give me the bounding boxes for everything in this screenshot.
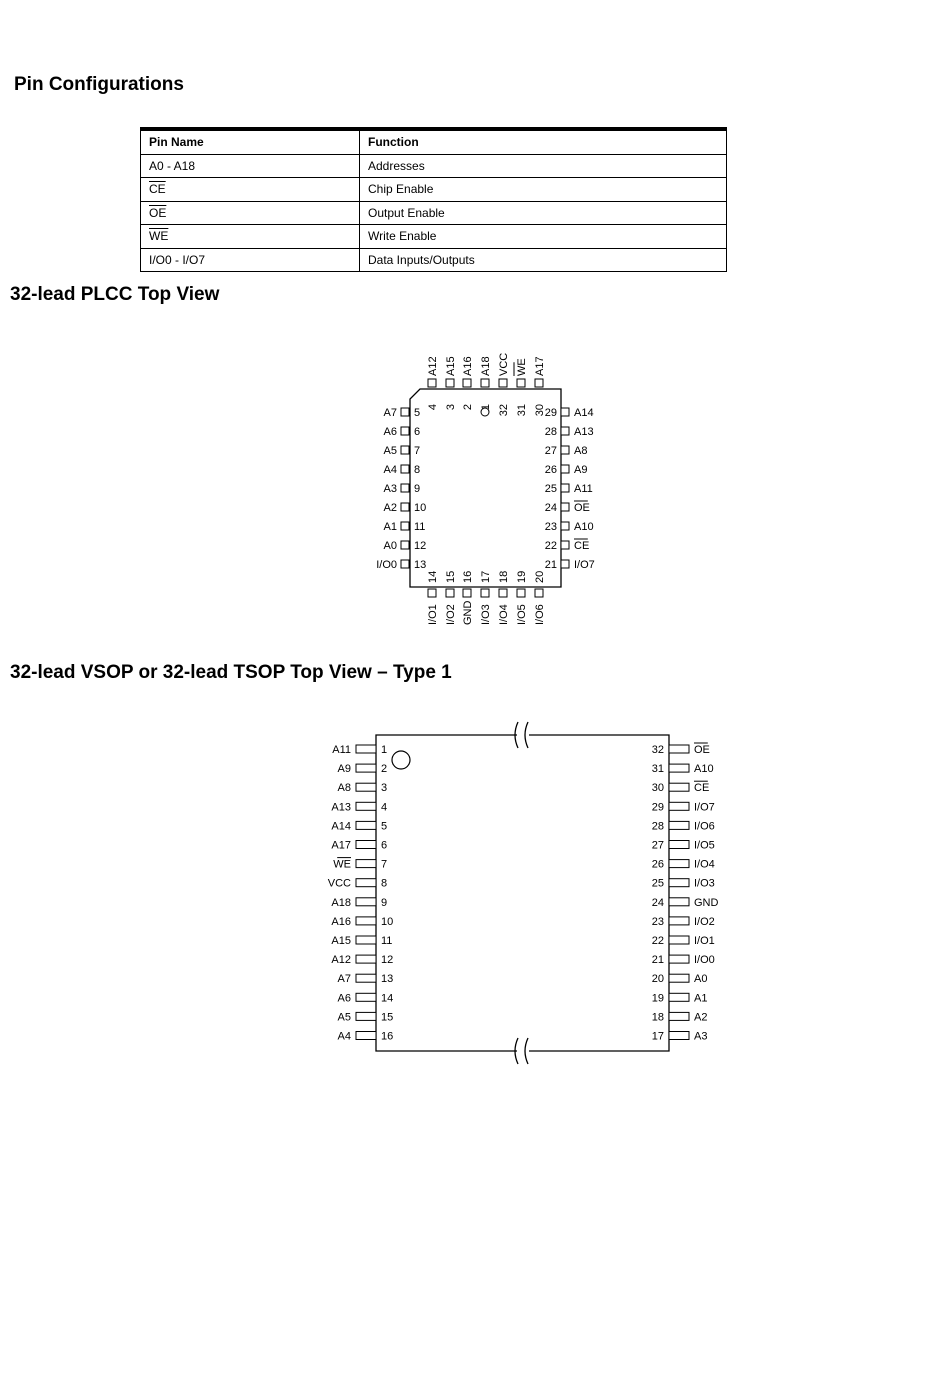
tsop-left-pin-label: A5 <box>337 1011 351 1024</box>
plcc-left-pin-label: A3 <box>383 483 397 495</box>
tsop-right-pin <box>669 898 689 906</box>
tsop-right-pin-label: I/O2 <box>694 915 715 928</box>
tsop-right-pin-number: 25 <box>651 877 664 890</box>
plcc-right-pin-label: OE <box>574 502 590 514</box>
tsop-right-pin-number: 27 <box>651 839 664 852</box>
tsop-left-pin-number: 7 <box>381 858 388 871</box>
tsop-left-pin-label: A14 <box>331 820 351 833</box>
plcc-right-pin-label: A13 <box>574 426 594 438</box>
tsop-right-pin-number: 19 <box>651 992 664 1005</box>
plcc-right-pin-label: A14 <box>574 407 594 419</box>
plcc-bottom-pin-number: 14 <box>427 570 439 583</box>
plcc-left-pin-number: 8 <box>414 464 421 476</box>
plcc-bottom-pin-number: 18 <box>498 570 510 583</box>
tsop-right-pin-number: 21 <box>651 954 664 967</box>
tsop-right-pin-number: 18 <box>651 1011 664 1024</box>
plcc-bottom-pin-label: GND <box>462 600 474 625</box>
tsop-right-pin <box>669 783 689 791</box>
tsop-right-pin <box>669 802 689 810</box>
tsop-left-pin-label: VCC <box>327 877 351 890</box>
header-pin-name: Pin Name <box>141 129 360 154</box>
tsop-right-pin-number: 29 <box>651 801 664 814</box>
tsop-right-pin-number: 26 <box>651 858 664 871</box>
plcc-left-pin-number: 7 <box>414 445 421 457</box>
tsop-right-pin-label: I/O1 <box>694 935 715 947</box>
tsop-left-pin-number: 16 <box>381 1030 394 1043</box>
tsop-left-pin-label: A13 <box>331 801 351 814</box>
tsop-right-pin <box>669 764 689 772</box>
plcc-left-pin-number: 13 <box>414 559 427 571</box>
plcc-right-pin-number: 22 <box>544 540 557 552</box>
tsop-left-pin-label: A4 <box>337 1030 351 1043</box>
plcc-left-pin-label: A7 <box>383 407 397 419</box>
pin-name-cell: $\overline{OE}$ <box>141 201 360 225</box>
tsop-title: 32-lead VSOP or 32-lead TSOP Top View – Type 1 <box>10 662 452 683</box>
tsop-right-pin-label: I/O6 <box>694 820 715 833</box>
plcc-right-pin-number: 26 <box>544 464 557 476</box>
plcc-top-pin-label: A17 <box>534 356 546 376</box>
plcc-top-pin-number: 31 <box>516 404 528 417</box>
tsop-right-pin-number: 23 <box>651 915 664 928</box>
plcc-top-pin-label: A12 <box>427 356 439 376</box>
tsop-left-pin <box>356 1032 376 1040</box>
plcc-top-pin-number: 1 <box>480 404 492 411</box>
plcc-top-pin-label: A16 <box>462 356 474 376</box>
plcc-right-pin-label: A11 <box>574 483 593 495</box>
plcc-top-pin-number: 4 <box>427 404 439 411</box>
plcc-right-pin-label: A8 <box>574 445 588 457</box>
tsop-right-pin <box>669 841 689 849</box>
tsop-right-pin-label: GND <box>694 896 719 909</box>
tsop-right-pin-label: A0 <box>694 973 708 986</box>
plcc-bottom-pin-number: 16 <box>462 570 474 583</box>
tsop-body-right <box>529 735 669 1051</box>
plcc-top-pin-label: WE <box>516 358 528 376</box>
tsop-left-pin <box>356 879 376 887</box>
tsop-right-pin <box>669 879 689 887</box>
tsop-right-pin-label: I/O4 <box>694 858 715 871</box>
pin-name-cell: $\overline{CE}$ <box>141 178 360 202</box>
plcc-bottom-pin-label: I/O3 <box>480 604 492 625</box>
tsop-right-pin-number: 32 <box>651 744 664 756</box>
plcc-right-pin-number: 23 <box>544 521 557 533</box>
tsop-body-left <box>376 735 517 1051</box>
pin-function-cell: Data Inputs/Outputs <box>360 248 727 272</box>
tsop-left-pin-number: 14 <box>381 992 394 1005</box>
tsop-left-pin <box>356 993 376 1001</box>
tsop-left-pin-label: A15 <box>331 935 351 947</box>
tsop-right-pin-label: OE <box>694 744 710 756</box>
tsop-right-pin-label: A3 <box>694 1030 708 1043</box>
tsop-right-pin-label: I/O0 <box>694 954 715 967</box>
tsop-left-pin <box>356 860 376 868</box>
tsop-right-pin-label: I/O7 <box>694 801 715 814</box>
tsop-right-pin-number: 31 <box>651 763 664 776</box>
tsop-left-pin-number: 1 <box>381 744 388 756</box>
tsop-left-pin-number: 15 <box>381 1011 394 1024</box>
plcc-bottom-pin-label: I/O5 <box>516 604 528 625</box>
pin-function-cell: Output Enable <box>360 201 727 225</box>
tsop-left-pin-label: A12 <box>331 954 351 967</box>
plcc-right-pin-number: 21 <box>544 559 557 571</box>
tsop-right-pin-label: I/O5 <box>694 839 715 852</box>
tsop-left-pin <box>356 936 376 944</box>
plcc-left-pin-number: 12 <box>414 540 427 552</box>
tsop-right-pin <box>669 745 689 753</box>
tsop-left-pin-number: 4 <box>381 801 388 814</box>
plcc-right-pin-label: A9 <box>574 464 588 476</box>
plcc-right-pin-number: 28 <box>544 426 557 438</box>
plcc-right-pin-number: 27 <box>544 445 557 457</box>
pin-function-cell: Write Enable <box>360 225 727 249</box>
plcc-bottom-pin-number: 19 <box>516 570 528 583</box>
tsop-left-pin <box>356 974 376 982</box>
plcc-bottom-pin-label: I/O2 <box>445 604 457 625</box>
pin-configurations-title: Pin Configurations <box>14 74 184 95</box>
tsop-left-pin-number: 6 <box>381 839 388 852</box>
plcc-top-pin-label: A15 <box>445 356 457 376</box>
plcc-bottom-pin-label: I/O6 <box>534 604 546 625</box>
plcc-right-pin-number: 29 <box>544 407 557 419</box>
tsop-right-pin <box>669 974 689 982</box>
tsop-right-pin <box>669 936 689 944</box>
tsop-right-pin-number: 17 <box>651 1030 664 1043</box>
tsop-left-pin-label: A17 <box>331 839 351 852</box>
plcc-bottom-pin-number: 15 <box>445 570 457 583</box>
tsop-left-pin <box>356 764 376 772</box>
plcc-bottom-pin-label: I/O1 <box>427 604 439 625</box>
plcc-left-pin-number: 9 <box>414 483 421 495</box>
pin1-indicator-icon <box>392 751 410 769</box>
tsop-left-pin <box>356 783 376 791</box>
plcc-top-pin-number: 32 <box>498 404 510 417</box>
plcc-right-pin-label: CE <box>574 540 590 552</box>
plcc-bottom-pin-number: 20 <box>534 570 546 583</box>
plcc-bottom-pin-label: I/O4 <box>498 604 510 625</box>
tsop-right-pin-number: 28 <box>651 820 664 833</box>
tsop-left-pin <box>356 898 376 906</box>
tsop-right-pin-number: 20 <box>651 973 664 986</box>
tsop-left-pin <box>356 802 376 810</box>
plcc-left-pin-label: A4 <box>383 464 397 476</box>
plcc-left-pin-label: A0 <box>383 540 397 552</box>
tsop-right-pin-number: 22 <box>651 935 664 947</box>
tsop-left-pin <box>356 841 376 849</box>
plcc-left-pin-number: 10 <box>414 502 427 514</box>
header-function: Function <box>360 129 727 154</box>
tsop-right-pin-number: 30 <box>651 782 664 795</box>
tsop-right-pin-label: A10 <box>694 763 714 776</box>
plcc-right-pin-number: 25 <box>544 483 557 495</box>
plcc-left-pin-label: A2 <box>383 502 397 514</box>
plcc-left-pin-label: I/O0 <box>376 559 397 571</box>
tsop-left-pin-number: 3 <box>381 782 388 795</box>
tsop-left-pin-label: A11 <box>332 744 351 756</box>
tsop-left-pin-label: A18 <box>331 896 351 909</box>
pin-name-cell: $\overline{WE}$ <box>141 225 360 249</box>
plcc-right-pin-label: I/O7 <box>574 559 595 571</box>
tsop-right-pin-number: 24 <box>651 896 664 909</box>
tsop-left-pin <box>356 821 376 829</box>
plcc-top-pin-number: 30 <box>534 404 546 417</box>
plcc-top-pin-label: VCC <box>498 352 510 376</box>
plcc-left-pin-number: 6 <box>414 426 421 438</box>
plcc-right-pin-number: 24 <box>544 502 557 514</box>
tsop-right-pin-label: A1 <box>694 992 708 1005</box>
tsop-right-pin <box>669 993 689 1001</box>
plcc-left-pin-label: A5 <box>383 445 397 457</box>
tsop-left-pin-label: A6 <box>337 992 351 1005</box>
tsop-left-pin-label: WE <box>333 858 351 871</box>
tsop-right-pin-label: I/O3 <box>694 877 715 890</box>
tsop-left-pin-number: 11 <box>381 935 393 947</box>
tsop-left-pin-number: 5 <box>381 820 388 833</box>
tsop-right-pin <box>669 821 689 829</box>
tsop-right-pin <box>669 1032 689 1040</box>
plcc-bottom-pin-number: 17 <box>480 570 492 583</box>
tsop-right-pin <box>669 917 689 925</box>
tsop-right-pin-label: CE <box>694 782 710 795</box>
tsop-left-pin <box>356 1012 376 1020</box>
pin-name-cell: I/O0 - I/O7 <box>141 248 360 272</box>
plcc-right-pin-label: A10 <box>574 521 594 533</box>
tsop-left-pin <box>356 917 376 925</box>
tsop-left-pin-number: 9 <box>381 896 388 909</box>
tsop-left-pin-number: 12 <box>381 954 394 967</box>
tsop-left-pin <box>356 955 376 963</box>
plcc-top-pin-number: 3 <box>445 404 457 411</box>
tsop-left-pin <box>356 745 376 753</box>
tsop-right-pin-label: A2 <box>694 1011 708 1024</box>
tsop-left-pin-number: 8 <box>381 877 388 890</box>
plcc-top-pin-number: 2 <box>462 404 474 411</box>
plcc-left-pin-label: A1 <box>383 521 397 533</box>
pin-function-cell: Chip Enable <box>360 178 727 202</box>
plcc-left-pin-number: 5 <box>414 407 421 419</box>
tsop-right-pin <box>669 860 689 868</box>
tsop-left-pin-label: A7 <box>337 973 351 986</box>
tsop-left-pin-label: A9 <box>337 763 351 776</box>
tsop-left-pin-label: A8 <box>337 782 351 795</box>
tsop-left-pin-number: 13 <box>381 973 394 986</box>
tsop-right-pin <box>669 1012 689 1020</box>
tsop-left-pin-number: 2 <box>381 763 388 776</box>
pin-name-cell: A0 - A18 <box>141 154 360 178</box>
tsop-left-pin-label: A16 <box>331 915 351 928</box>
plcc-top-pin-label: A18 <box>480 356 492 376</box>
tsop-left-pin-number: 10 <box>381 915 394 928</box>
plcc-title: 32-lead PLCC Top View <box>10 284 220 305</box>
plcc-left-pin-number: 11 <box>414 521 426 533</box>
tsop-right-pin <box>669 955 689 963</box>
pin-function-cell: Addresses <box>360 154 727 178</box>
plcc-left-pin-label: A6 <box>383 426 397 438</box>
